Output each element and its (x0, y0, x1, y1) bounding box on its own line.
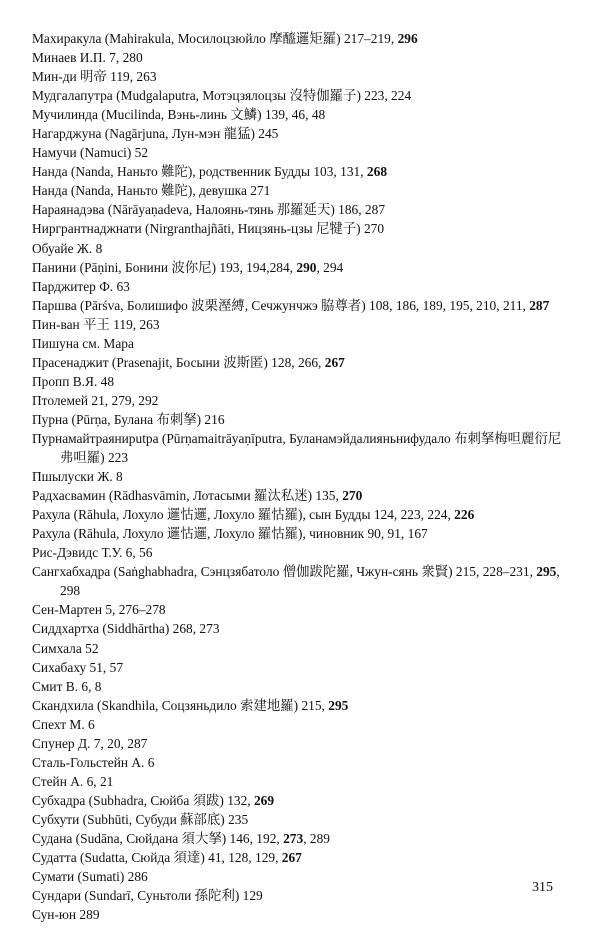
entry-text: Сумати (Sumati) 286 (32, 869, 148, 885)
index-entry (32, 696, 570, 715)
entry-text: Сундари (Sundarī, Суньтоли 孫陀利) 129 (32, 888, 263, 904)
entry-text: Рис-Дэвидс Т.У. 6, 56 (32, 545, 153, 561)
index-entry (32, 562, 570, 600)
index-entry (32, 791, 570, 810)
entry-text: Панини (Pāṇini, Бонини 波你尼) 193, 194,284, (32, 259, 297, 275)
index-entry (32, 86, 570, 105)
bold-page-ref: 295 (536, 564, 557, 580)
index-entry (32, 410, 570, 429)
index-entry (32, 258, 570, 277)
index-entry (32, 639, 570, 658)
bold-page-ref: 295 (328, 697, 349, 713)
entry-text: Нараянадэва (Nārāyaṇadeva, Налоянь-тянь 那羅延天) 186, 287 (32, 202, 386, 218)
entry-text: Симхала 52 (32, 640, 99, 656)
index-entry (32, 600, 570, 619)
entry-text: Нанда (Nanda, Наньто 難陀), девушка 271 (32, 183, 271, 199)
index-entry (32, 200, 570, 219)
entry-text: Сталь-Гольстейн А. 6 (32, 754, 155, 770)
entry-text: Мудгалапутра (Mudgalaputra, Мотэцзялоцзы 沒特伽羅子) 223, 224 (32, 88, 412, 104)
index-entry (32, 124, 570, 143)
entry-text: Минаев И.П. 7, 280 (32, 50, 143, 66)
entry-text: Рахула (Rāhula, Лохуло 邏怙邏, Лохуло 羅怙羅), чиновник 90, 91, 167 (32, 526, 428, 542)
index-entry (32, 772, 570, 791)
entry-text: Намучи (Namuci) 52 (32, 145, 149, 161)
index-entry (32, 353, 570, 372)
index-entry (32, 677, 570, 696)
index-entry (32, 105, 570, 124)
entry-text: Судана (Sudāna, Сюйдана 須大拏) 146, 192, (32, 830, 284, 846)
entry-text: Пин-ван 平王 119, 263 (32, 316, 160, 332)
index-entry (32, 867, 570, 886)
entry-text: Пурнамайтраяниputра (Pūrṇamaitrāyaṇīputra, Буланамэйдалияньнифудало 布刺拏梅呾麗衍尼弗呾羅) 223 (32, 430, 562, 466)
entry-text: Птолемей 21, 279, 292 (32, 392, 159, 408)
entry-text: Нагарджуна (Nagārjuna, Лун-мэн 龍猛) 245 (32, 126, 279, 142)
entry-text: Сангхабхадра (Saṅghabhadra, Сэнцзябатоло 僧伽跋陀羅, Чжун-сянь 衆賢) 215, 228–231, (32, 564, 537, 580)
index-entry (32, 219, 570, 238)
entry-text: Мин-ди 明帝 119, 263 (32, 69, 157, 85)
index-entry (32, 162, 570, 181)
entry-text: Спехт М. 6 (32, 716, 95, 732)
index-entry (32, 391, 570, 410)
index-entry (32, 753, 570, 772)
index-entry (32, 543, 570, 562)
entry-text: Обуайе Ж. 8 (32, 240, 103, 256)
index-entry (32, 48, 570, 67)
bold-page-ref: 268 (366, 164, 388, 180)
index-entry (32, 29, 570, 48)
index-entry (32, 467, 570, 486)
entry-text: , 294 (316, 259, 344, 275)
bold-page-ref: 269 (253, 792, 275, 808)
bold-page-ref: 287 (529, 297, 550, 313)
index-entry (32, 277, 570, 296)
index-entry (32, 334, 570, 353)
index-entry (32, 296, 570, 315)
index-entry (32, 181, 570, 200)
bold-page-ref: 273 (283, 830, 304, 846)
entry-text: Пшылуски Ж. 8 (32, 469, 123, 485)
entry-text: Мучилинда (Mucilinda, Вэнь-линь 文鱗) 139, 46, 48 (32, 107, 326, 123)
index-entry (32, 829, 570, 848)
entry-text: Сиддхартха (Siddhārtha) 268, 273 (32, 621, 220, 637)
index-entry (32, 315, 570, 334)
entry-text: Спунер Д. 7, 20, 287 (32, 735, 148, 751)
entry-text: Радхасвамин (Rādhasvāmin, Лотасыми 羅汰私迷) 135, (32, 488, 343, 504)
entry-text: Сихабаху 51, 57 (32, 659, 124, 675)
index-entry (32, 505, 570, 524)
entry-text: Сен-Мартен 5, 276–278 (32, 602, 166, 618)
entry-text: Паршва (Pārśva, Болишифо 波栗溼縛, Сечжунчжэ 脇尊者) 108, 186, 189, 195, 210, 211, (32, 297, 530, 313)
entry-text: Рахула (Rāhula, Лохуло 邏怙邏, Лохуло 羅怙羅), сын Будды 124, 223, 224, (32, 507, 455, 523)
bold-page-ref: 290 (296, 259, 317, 275)
entry-text: Скандхила (Skandhila, Соцзяньдило 索建地羅) 215, (32, 697, 329, 713)
bold-page-ref: 226 (454, 507, 475, 523)
entry-text: Парджитер Ф. 63 (32, 278, 130, 294)
entry-text: Субхадра (Subhadra, Сюйба 須跋) 132, (32, 792, 254, 808)
index-entry (32, 848, 570, 867)
entry-text: Нанда (Nanda, Наньто 難陀), родственник Будды 103, 131, (32, 164, 367, 180)
index-entry (32, 619, 570, 638)
index-entry (32, 143, 570, 162)
index-entry (32, 67, 570, 86)
index-entry (32, 524, 570, 543)
bold-page-ref: 267 (281, 850, 302, 866)
index-entry (32, 715, 570, 734)
index-entry (32, 886, 570, 905)
bold-page-ref: 270 (342, 488, 363, 504)
bold-page-ref: 267 (324, 354, 345, 370)
bold-page-ref: 296 (397, 31, 418, 46)
page-number: 315 (532, 880, 553, 895)
index-entry (32, 486, 570, 505)
index-entry (32, 239, 570, 258)
entry-text: Пропп В.Я. 48 (32, 373, 115, 389)
index-column (32, 29, 570, 924)
entry-text: , 298 (60, 564, 560, 599)
index-entry (32, 372, 570, 391)
entry-text: Пишуна см. Мара (32, 335, 134, 351)
entry-text: Судатта (Sudatta, Сюйда 須達) 41, 128, 129, (32, 850, 282, 866)
entry-text: Стейн А. 6, 21 (32, 773, 114, 789)
entry-text: Субхути (Subhūti, Субуди 蘇部底) 235 (32, 811, 249, 827)
entry-text: Смит В. 6, 8 (32, 678, 102, 694)
entry-text: , 289 (303, 830, 330, 846)
entry-text: Ниргрантнаджнати (Nirgranthajñāti, Ницзянь-цзы 尼犍子) 270 (32, 221, 385, 237)
index-entry (32, 734, 570, 753)
index-entry (32, 905, 570, 924)
entry-text: Прасенаджит (Prasenajit, Босыни 波斯匿) 128, 266, (32, 354, 325, 370)
entry-text: Махиракула (Mahirakula, Мосилоцзюйло 摩醯邏矩羅) 217–219, (32, 31, 398, 46)
entry-text: Пурна (Pūrṇa, Булана 布刺拏) 216 (32, 411, 225, 427)
index-entry (32, 429, 570, 467)
index-entry (32, 658, 570, 677)
entry-text: Сун-юн 289 (32, 907, 100, 923)
index-entry (32, 810, 570, 829)
